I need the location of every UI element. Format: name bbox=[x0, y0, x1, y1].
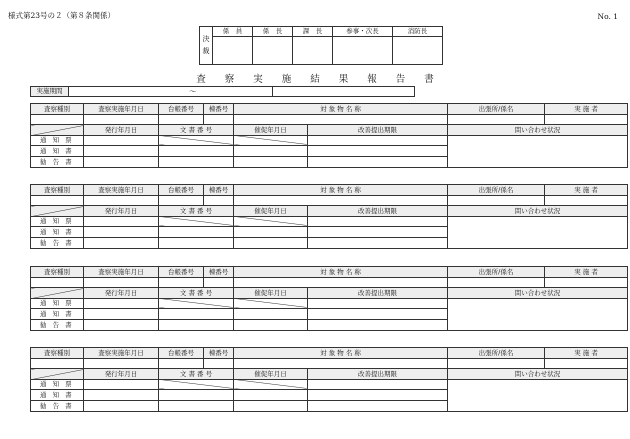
col-header-reminder-date: 催促年月日 bbox=[234, 206, 308, 217]
approval-stamp-cell[interactable] bbox=[213, 37, 253, 65]
row-label-notice-document: 通 知 書 bbox=[31, 309, 84, 320]
col-header-issue-date: 発行年月日 bbox=[84, 125, 159, 136]
inquiry-status-field[interactable] bbox=[448, 216, 628, 248]
period-extra-field[interactable] bbox=[273, 87, 415, 97]
approval-stamp-cell[interactable] bbox=[293, 37, 333, 65]
col-header-inquiry-status: 問い合わせ状況 bbox=[448, 369, 628, 380]
col-header-branch: 出張所/係名 bbox=[448, 348, 545, 359]
col-header-ledger-number: 台帳番号 bbox=[159, 104, 204, 115]
row-label-notice-slip: 通 知 票 bbox=[31, 298, 84, 309]
period-table bbox=[30, 86, 415, 97]
document-number-field[interactable] bbox=[159, 319, 234, 330]
improvement-deadline-field[interactable] bbox=[308, 156, 448, 167]
reminder-date-field[interactable] bbox=[234, 135, 308, 146]
improvement-deadline-field[interactable] bbox=[308, 400, 448, 411]
issue-date-field[interactable] bbox=[84, 298, 159, 309]
target-name-field[interactable] bbox=[234, 358, 448, 369]
inquiry-status-field[interactable] bbox=[448, 298, 628, 330]
document-number-field[interactable] bbox=[159, 309, 234, 320]
ledger-number-field[interactable] bbox=[159, 277, 204, 288]
building-number-field[interactable] bbox=[204, 277, 234, 288]
reminder-date-field[interactable] bbox=[234, 390, 308, 401]
issue-date-field[interactable] bbox=[84, 390, 159, 401]
col-header-branch: 出張所/係名 bbox=[448, 104, 545, 115]
col-header-target-name: 対 象 物 名 称 bbox=[234, 185, 448, 196]
inspection-date-field[interactable] bbox=[84, 195, 159, 206]
document-number-field[interactable] bbox=[159, 146, 234, 157]
issue-date-field[interactable] bbox=[84, 146, 159, 157]
row-label-recommendation: 勧 告 書 bbox=[31, 400, 84, 411]
inspection-record-block bbox=[30, 266, 628, 331]
col-header-inspector: 実 施 者 bbox=[545, 348, 628, 359]
col-header-inquiry-status: 問い合わせ状況 bbox=[448, 206, 628, 217]
inspection-date-field[interactable] bbox=[84, 358, 159, 369]
reminder-date-field[interactable] bbox=[234, 227, 308, 238]
row-label-notice-slip: 通 知 票 bbox=[31, 379, 84, 390]
approval-role-section-head: 課 長 bbox=[293, 27, 333, 37]
col-header-branch: 出張所/係名 bbox=[448, 185, 545, 196]
approval-role-staff: 係 員 bbox=[213, 27, 253, 37]
improvement-deadline-field[interactable] bbox=[308, 298, 448, 309]
ledger-number-field[interactable] bbox=[159, 195, 204, 206]
col-header-issue-date: 発行年月日 bbox=[84, 206, 159, 217]
reminder-date-field[interactable] bbox=[234, 237, 308, 248]
col-header-inspection-type: 査察種別 bbox=[31, 185, 84, 196]
col-header-ledger-number: 台帳番号 bbox=[159, 267, 204, 278]
col-header-inquiry-status: 問い合わせ状況 bbox=[448, 288, 628, 299]
approval-role-councilor: 参事・次長 bbox=[333, 27, 393, 37]
row-label-recommendation: 勧 告 書 bbox=[31, 319, 84, 330]
col-header-document-number: 文 書 番 号 bbox=[159, 369, 234, 380]
branch-field[interactable] bbox=[448, 358, 545, 369]
issue-date-field[interactable] bbox=[84, 319, 159, 330]
inspector-field[interactable] bbox=[545, 195, 628, 206]
improvement-deadline-field[interactable] bbox=[308, 379, 448, 390]
col-header-inspection-type: 査察種別 bbox=[31, 104, 84, 115]
document-number-field[interactable] bbox=[159, 135, 234, 146]
approval-stamp-table bbox=[199, 26, 443, 65]
branch-field[interactable] bbox=[448, 277, 545, 288]
inspection-type-field[interactable] bbox=[31, 114, 84, 125]
inquiry-status-field[interactable] bbox=[448, 135, 628, 167]
approval-label: 決 裁 bbox=[200, 27, 213, 65]
inspection-record-block bbox=[30, 103, 628, 168]
col-header-building-number: 棟番号 bbox=[204, 348, 234, 359]
reminder-date-field[interactable] bbox=[234, 309, 308, 320]
document-number-field[interactable] bbox=[159, 379, 234, 390]
corner-diagonal-cell bbox=[31, 206, 84, 217]
col-header-inspection-date: 査察実施年月日 bbox=[84, 185, 159, 196]
col-header-target-name: 対 象 物 名 称 bbox=[234, 348, 448, 359]
col-header-issue-date: 発行年月日 bbox=[84, 288, 159, 299]
col-header-reminder-date: 催促年月日 bbox=[234, 125, 308, 136]
issue-date-field[interactable] bbox=[84, 309, 159, 320]
col-header-inspection-date: 査察実施年月日 bbox=[84, 348, 159, 359]
row-label-notice-document: 通 知 書 bbox=[31, 146, 84, 157]
col-header-building-number: 棟番号 bbox=[204, 104, 234, 115]
building-number-field[interactable] bbox=[204, 114, 234, 125]
report-title: 査 察 実 施 結 果 報 告 書 bbox=[196, 74, 434, 85]
col-header-inquiry-status: 問い合わせ状況 bbox=[448, 125, 628, 136]
col-header-building-number: 棟番号 bbox=[204, 185, 234, 196]
reminder-date-field[interactable] bbox=[234, 319, 308, 330]
improvement-deadline-field[interactable] bbox=[308, 319, 448, 330]
improvement-deadline-field[interactable] bbox=[308, 227, 448, 238]
row-label-notice-document: 通 知 書 bbox=[31, 227, 84, 238]
improvement-deadline-field[interactable] bbox=[308, 390, 448, 401]
document-number-field[interactable] bbox=[159, 227, 234, 238]
row-label-notice-slip: 通 知 票 bbox=[31, 135, 84, 146]
building-number-field[interactable] bbox=[204, 358, 234, 369]
col-header-reminder-date: 催促年月日 bbox=[234, 369, 308, 380]
col-header-document-number: 文 書 番 号 bbox=[159, 125, 234, 136]
corner-diagonal-cell bbox=[31, 288, 84, 299]
issue-date-field[interactable] bbox=[84, 400, 159, 411]
document-number-field[interactable] bbox=[159, 216, 234, 227]
col-header-inspection-type: 査察種別 bbox=[31, 267, 84, 278]
reminder-date-field[interactable] bbox=[234, 400, 308, 411]
issue-date-field[interactable] bbox=[84, 135, 159, 146]
reminder-date-field[interactable] bbox=[234, 156, 308, 167]
branch-field[interactable] bbox=[448, 114, 545, 125]
building-number-field[interactable] bbox=[204, 195, 234, 206]
col-header-improvement-deadline: 改善提出期限 bbox=[308, 288, 448, 299]
document-number-field[interactable] bbox=[159, 390, 234, 401]
target-name-field[interactable] bbox=[234, 195, 448, 206]
issue-date-field[interactable] bbox=[84, 216, 159, 227]
ledger-number-field[interactable] bbox=[159, 358, 204, 369]
ledger-number-field[interactable] bbox=[159, 114, 204, 125]
col-header-ledger-number: 台帳番号 bbox=[159, 185, 204, 196]
reminder-date-field[interactable] bbox=[234, 379, 308, 390]
issue-date-field[interactable] bbox=[84, 227, 159, 238]
improvement-deadline-field[interactable] bbox=[308, 135, 448, 146]
approval-role-fire-chief: 消防長 bbox=[393, 27, 443, 37]
inquiry-status-field[interactable] bbox=[448, 379, 628, 411]
issue-date-field[interactable] bbox=[84, 379, 159, 390]
col-header-target-name: 対 象 物 名 称 bbox=[234, 104, 448, 115]
col-header-inspection-date: 査察実施年月日 bbox=[84, 267, 159, 278]
col-header-improvement-deadline: 改善提出期限 bbox=[308, 125, 448, 136]
page-number: No. 1 bbox=[597, 12, 618, 21]
col-header-ledger-number: 台帳番号 bbox=[159, 348, 204, 359]
col-header-document-number: 文 書 番 号 bbox=[159, 288, 234, 299]
inspection-record-block bbox=[30, 184, 628, 249]
improvement-deadline-field[interactable] bbox=[308, 309, 448, 320]
improvement-deadline-field[interactable] bbox=[308, 237, 448, 248]
target-name-field[interactable] bbox=[234, 277, 448, 288]
col-header-inspector: 実 施 者 bbox=[545, 104, 628, 115]
reminder-date-field[interactable] bbox=[234, 216, 308, 227]
col-header-improvement-deadline: 改善提出期限 bbox=[308, 369, 448, 380]
row-label-recommendation: 勧 告 書 bbox=[31, 156, 84, 167]
col-header-target-name: 対 象 物 名 称 bbox=[234, 267, 448, 278]
inspection-type-field[interactable] bbox=[31, 195, 84, 206]
period-range-field[interactable] bbox=[69, 87, 273, 97]
reminder-date-field[interactable] bbox=[234, 298, 308, 309]
col-header-branch: 出張所/係名 bbox=[448, 267, 545, 278]
row-label-recommendation: 勧 告 書 bbox=[31, 237, 84, 248]
approval-stamp-cell[interactable] bbox=[333, 37, 393, 65]
col-header-inspection-type: 査察種別 bbox=[31, 348, 84, 359]
col-header-inspector: 実 施 者 bbox=[545, 267, 628, 278]
issue-date-field[interactable] bbox=[84, 237, 159, 248]
reminder-date-field[interactable] bbox=[234, 146, 308, 157]
period-separator: 〜 bbox=[189, 86, 197, 96]
row-label-notice-slip: 通 知 票 bbox=[31, 216, 84, 227]
document-number-field[interactable] bbox=[159, 156, 234, 167]
branch-field[interactable] bbox=[448, 195, 545, 206]
inspection-type-field[interactable] bbox=[31, 358, 84, 369]
document-number-field[interactable] bbox=[159, 400, 234, 411]
col-header-inspector: 実 施 者 bbox=[545, 185, 628, 196]
improvement-deadline-field[interactable] bbox=[308, 216, 448, 227]
approval-stamp-cell[interactable] bbox=[253, 37, 293, 65]
col-header-reminder-date: 催促年月日 bbox=[234, 288, 308, 299]
issue-date-field[interactable] bbox=[84, 156, 159, 167]
form-number: 様式第23号の２（第８条関係） bbox=[8, 11, 116, 20]
corner-diagonal-cell bbox=[31, 369, 84, 380]
improvement-deadline-field[interactable] bbox=[308, 146, 448, 157]
row-label-notice-document: 通 知 書 bbox=[31, 390, 84, 401]
col-header-building-number: 棟番号 bbox=[204, 267, 234, 278]
inspector-field[interactable] bbox=[545, 358, 628, 369]
corner-diagonal-cell bbox=[31, 125, 84, 136]
period-label: 実施期間 bbox=[31, 87, 69, 97]
col-header-issue-date: 発行年月日 bbox=[84, 369, 159, 380]
inspector-field[interactable] bbox=[545, 114, 628, 125]
inspection-type-field[interactable] bbox=[31, 277, 84, 288]
target-name-field[interactable] bbox=[234, 114, 448, 125]
col-header-inspection-date: 査察実施年月日 bbox=[84, 104, 159, 115]
approval-role-chief: 係 長 bbox=[253, 27, 293, 37]
inspection-date-field[interactable] bbox=[84, 114, 159, 125]
col-header-document-number: 文 書 番 号 bbox=[159, 206, 234, 217]
inspection-record-block bbox=[30, 347, 628, 412]
approval-stamp-cell[interactable] bbox=[393, 37, 443, 65]
inspection-date-field[interactable] bbox=[84, 277, 159, 288]
col-header-improvement-deadline: 改善提出期限 bbox=[308, 206, 448, 217]
inspector-field[interactable] bbox=[545, 277, 628, 288]
document-number-field[interactable] bbox=[159, 298, 234, 309]
document-number-field[interactable] bbox=[159, 237, 234, 248]
